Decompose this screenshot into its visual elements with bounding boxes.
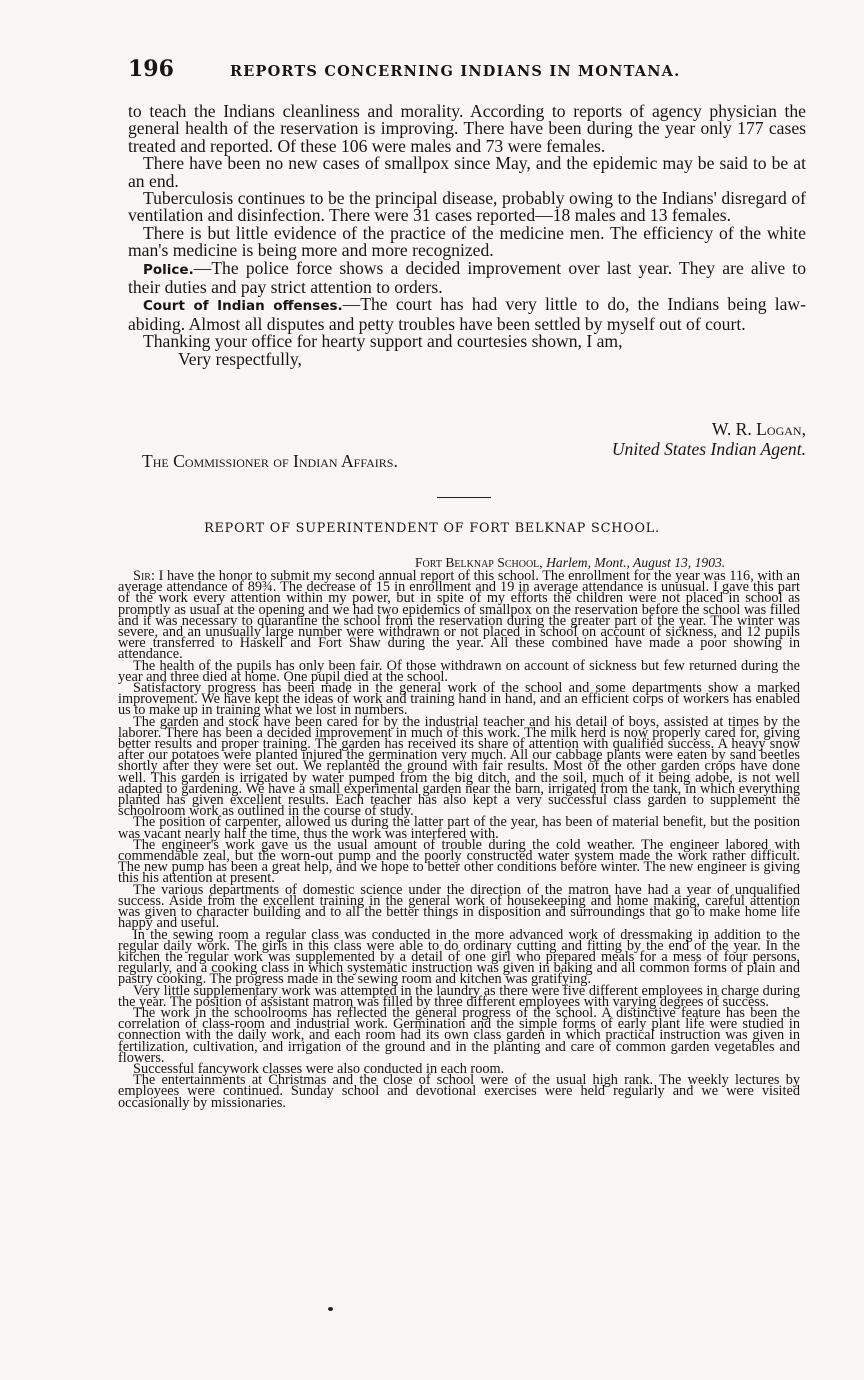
recipient-line: The Commissioner of Indian Affairs. — [142, 451, 398, 471]
salutation: Sir: — [133, 568, 155, 584]
page-header — [128, 56, 808, 86]
paragraph-medicine-men: There is but little evidence of the practice of the medicine men. The efficiency of the white man's medicine is being more and more recognized. — [128, 222, 806, 261]
paragraph-court — [128, 296, 806, 333]
dateline-place-date: Harlem, Mont., August 13, 1903. — [546, 555, 726, 570]
report-paragraph: Satisfactory progress has been made in the general work of the school and some departments show a marked improvement. We have kept the ideas of work and training hand in hand, and an efficient corps of workers has enabled us to make up in training what we lost in numbers. — [118, 680, 800, 719]
report-paragraph-text: I have the honor to submit my second annual report of this school. The enrollment for the year was 116, with an average attendance of 89¾. The decrease of 15 in enrollment and 19 in average attendance is unusual. I gave this part of the work every attention within my power, but in spite of my efforts the children were not placed in school as promptly as usual at the opening and we had two epidemics of smallpox on the reservation before the school was filled and it was necessary to quarantine the school from the reservation during the greater part of the year. The winter was severe, and an unusually large number were withdrawn or not placed in school on account of sickness, and 12 pupils were transferred to Haskell and Fort Shaw during the year. All these combined have made a poor showing in attendance. — [118, 568, 801, 663]
dateline-school: Fort Belknap School, — [415, 555, 543, 570]
letter-body — [128, 103, 806, 368]
report-paragraph: Very little supplementary work was attempted in the laundry as there were five different employees in charge during the year. The position of assistant matron was filled by three different employees with varying degrees of success. — [118, 982, 800, 1010]
report-paragraph — [118, 568, 801, 663]
report-body — [118, 568, 801, 1111]
report-paragraph: The position of carpenter, allowed us during the latter part of the year, has been of material benefit, but the position was vacant nearly half the time, thus the work was interfered with. — [118, 814, 800, 842]
report-paragraph: The garden and stock have been cared for by the industrial teacher and his detail of boys, assisted at times by the laborer. There has been a decided improvement in much of this work. The milk herd is now properly cared for, giving better results and proper training. The garden has received its share of attention with qualified success. A heavy snow after our potatoes were planted injured the germination very much. All our cabbage plants were eaten by sand beetles shortly after they were set out. We replanted the ground with fair results. Most of the other garden crops have done well. This garden is irrigated by water pumped from the big ditch, and the soil, much of it being adobe, is not well adapted to gardening. We have a small experimental garden near the barn, irrigated from the tank, in which everything planted has given excellent results. Each teacher has also kept a very successful class garden to supplement the schoolroom work as outlined in the course of study. — [118, 713, 800, 820]
report-paragraph: The work in the schoolrooms has reflected the general progress of the school. A distinctive feature has been the correlation of class-room and industrial work. Germination and the simple forms of early plant life were studied in connection with the daily work, and each room had its own class garden in which practical instruction was given in fertilization, cultivation, and irrigation of the ground and in the planting and care of common garden vegetables and flowers. — [118, 1004, 800, 1066]
report-paragraph: Successful fancywork classes were also conducted in each room. — [133, 1060, 505, 1077]
report-paragraph: The engineer's work gave us the usual amount of trouble during the cold weather. The engineer labored with commendable zeal, but the worn-out pump and the poorly constructed water system made the work rather difficult. The new pump has been a great help, and we hope to better other conditions before winter. The new engineer is giving this his attention at present. — [118, 836, 800, 887]
running-title: REPORTS CONCERNING INDIANS IN MONTANA. — [230, 63, 681, 80]
police-text: —The police force shows a decided improvement over last year. They are alive to their duties and pay strict attention to orders. — [128, 257, 806, 298]
closing-phrase: Very respectfully, — [178, 348, 302, 369]
paragraph-smallpox: There have been no new cases of smallpox since May, and the epidemic may be said to be at an end. — [128, 153, 806, 191]
paragraph-thanks: Thanking your office for hearty support and courtesies shown, I am, — [143, 331, 623, 352]
report-paragraph: The various departments of domestic science under the direction of the matron have had a year of unqualified success. Aside from the excellent training in the general work of housekeeping and home making, careful attention was given to character building and to all the better things in disposition and surroundings that go to make home life happy and useful. — [118, 881, 800, 932]
signature-block — [612, 419, 806, 459]
paragraph-health: to teach the Indians cleanliness and morality. According to reports of agency physician the general health of the reservation is improving. There have been during the year only 177 cases treated and reported. Of these 106 were males and 73 were females. — [128, 101, 806, 156]
section-heading-police: Police. — [143, 261, 194, 278]
report-paragraph: In the sewing room a regular class was conducted in the more advanced work of dressmaking in addition to the regular daily work. The girls in this class were able to do ordinary cutting and fitting by the end of the year. In the kitchen the regular work was supplemented by a detail of one girl who prepared meals for a mess of four persons, regularly, and a cooking class in which systematic instruction was given in baking and all common forms of plain and pastry cooking. The progress made in the sewing room and kitchen was gratifying. — [118, 926, 800, 988]
ink-speck — [328, 1307, 333, 1311]
report-paragraph: The entertainments at Christmas and the close of school were of the usual high rank. The weekly lectures by employees were continued. Sunday school and devotional exercises were held regularly and we were visited occasionally by missionaries. — [118, 1072, 800, 1111]
report-heading: REPORT OF SUPERINTENDENT OF FORT BELKNAP SCHOOL. — [204, 521, 660, 536]
section-divider — [437, 497, 491, 498]
report-paragraph: The health of the pupils has only been fair. Of those withdrawn on account of sickness but few returned during the year and three died at home. One pupil died at the school. — [118, 657, 800, 685]
paragraph-police — [128, 257, 806, 298]
signature-name: W. R. Logan, — [711, 419, 806, 439]
signature-title: United States Indian Agent. — [611, 439, 806, 459]
paragraph-tuberculosis: Tuberculosis continues to be the principal disease, probably owing to the Indians' disregard of ventilation and disinfection. There were 31 cases reported—18 males and 13 females. — [128, 188, 806, 226]
page-number: 196 — [128, 56, 174, 82]
court-text: —The court has had very little to do, the Indians being law-abiding. Almost all disputes and petty troubles have been settled by myself out of court. — [128, 294, 806, 334]
section-heading-court: Court of Indian offenses. — [143, 298, 343, 315]
